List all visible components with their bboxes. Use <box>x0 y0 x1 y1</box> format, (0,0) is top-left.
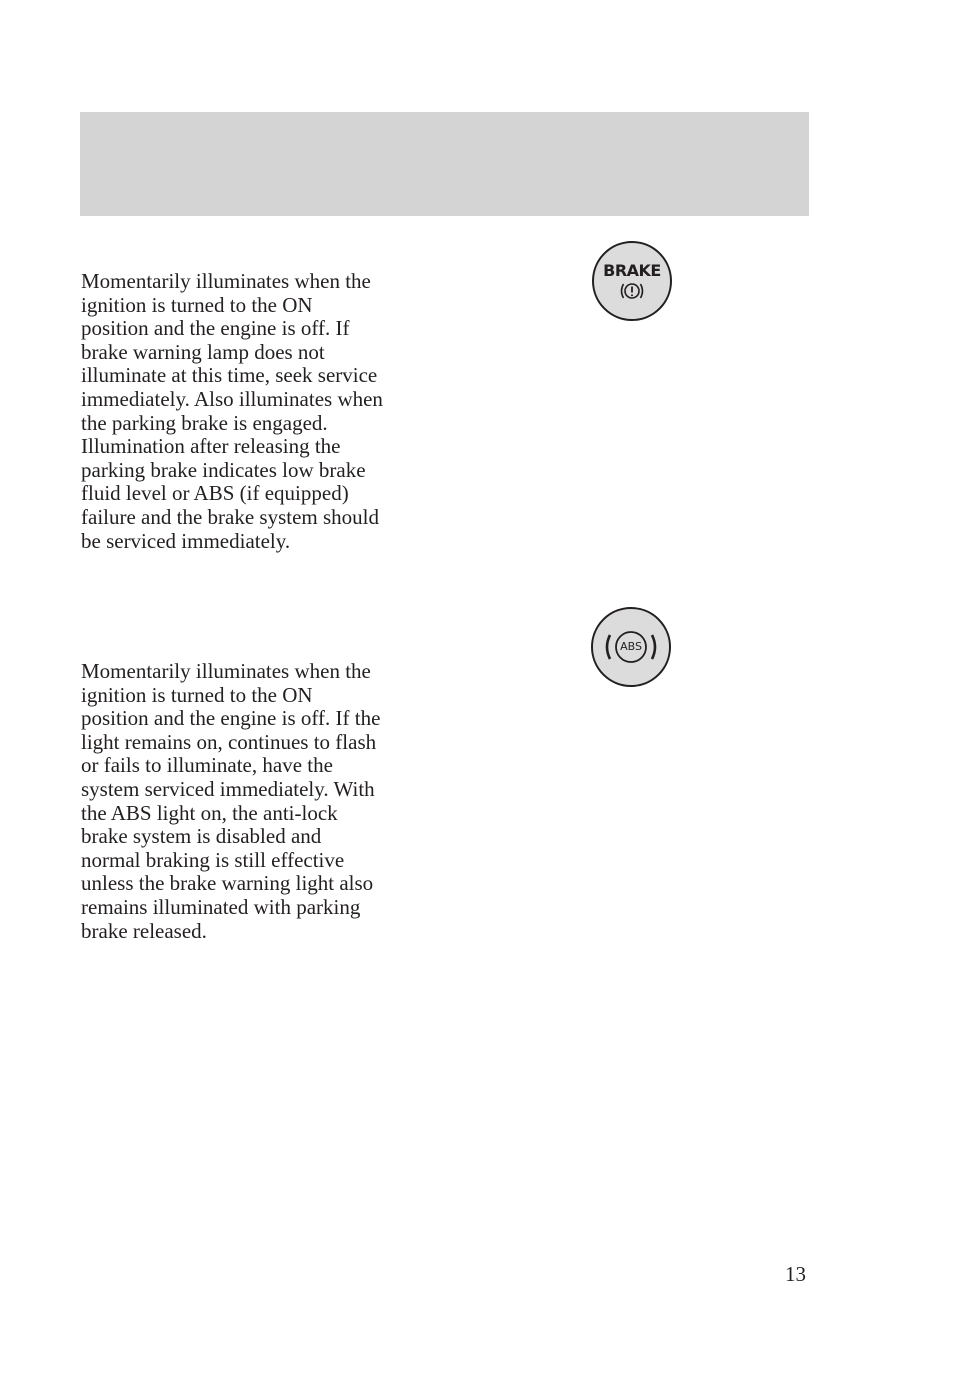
abs-warning-icon <box>591 607 671 687</box>
abs-icon-label: ABS <box>620 640 642 653</box>
brake-icon-label: BRAKE <box>603 261 661 280</box>
brake-exclamation-icon <box>594 243 670 319</box>
brake-warning-icon <box>592 241 672 321</box>
section-header-band <box>80 112 809 216</box>
page-number: 13 <box>785 1262 806 1286</box>
brake-warning-description: Momentarily illuminates when the ignition is turned to the ON position and the engine is off. If brake warning lamp does not illuminate at this time, seek service immediately. Also illuminates when the parking brake is engaged. Illumination after releasing the parking brake indicates low brake fluid level or ABS (if equipped) failure and the brake system should be serviced immediately. <box>81 269 383 553</box>
abs-warning-description: Momentarily illuminates when the ignition is turned to the ON position and the engine is off. If the light remains on, continues to flash or fails to illuminate, have the system serviced immediately. With the ABS light on, the anti-lock brake system is disabled and normal braking is still effective unless the brake warning light also remains illuminated with parking brake released. <box>81 659 381 943</box>
